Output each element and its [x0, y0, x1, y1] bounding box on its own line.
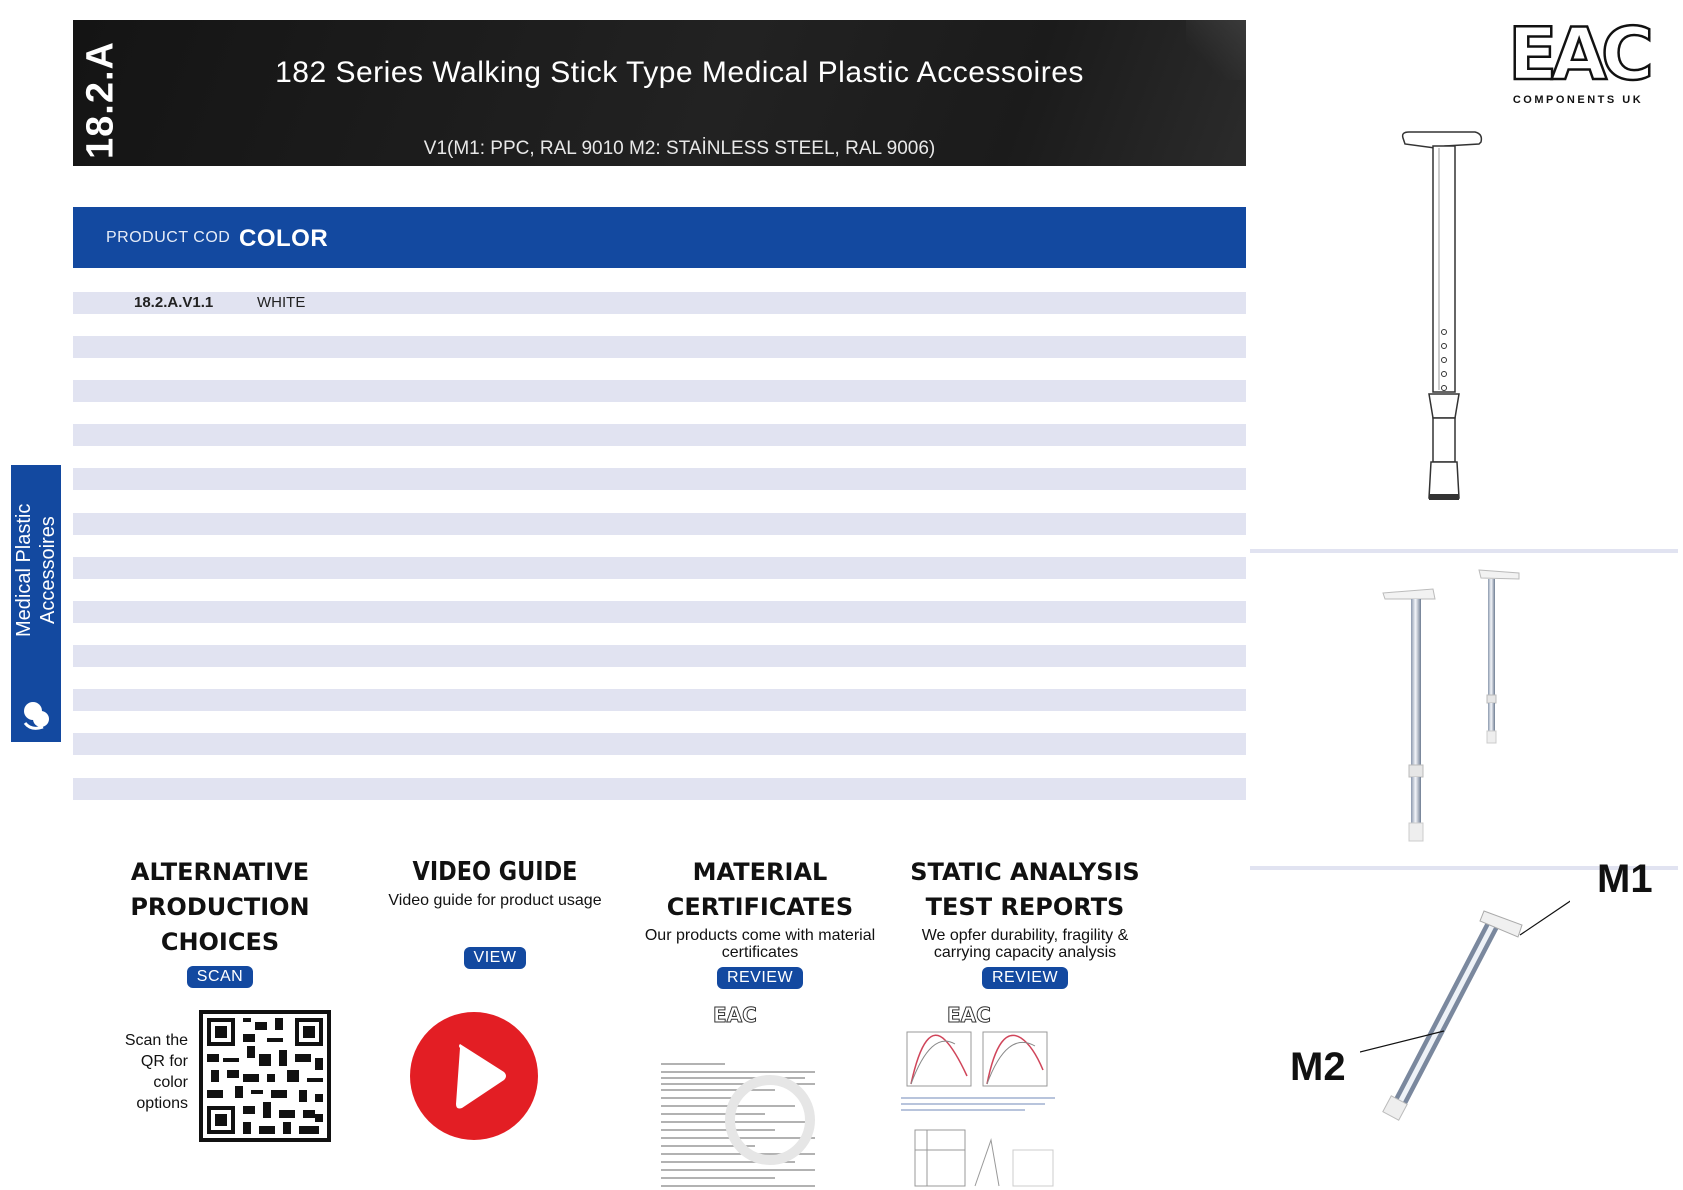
- product-render-pair: [1375, 565, 1545, 847]
- test-report-thumbnail[interactable]: [895, 1000, 1065, 1190]
- feature-desc: Our products come with material certificates: [644, 927, 876, 961]
- table-row-empty: [73, 557, 1246, 579]
- review-certificates-button[interactable]: REVIEW: [717, 967, 803, 989]
- callout-m2: M2: [1290, 1045, 1346, 1089]
- svg-text:EAC: EAC: [713, 1003, 757, 1027]
- scan-note: Scan the QR for color options: [124, 1032, 188, 1112]
- table-row-empty: [73, 601, 1246, 623]
- row-color: WHITE: [257, 294, 306, 311]
- category-label: Medical Plastic Accessoires: [13, 503, 59, 637]
- callout-line-m1: [1520, 895, 1570, 935]
- banner-sheen: [1186, 20, 1246, 80]
- page-title: 182 Series Walking Stick Type Medical Plastic Accessoires: [275, 56, 1084, 89]
- review-reports-button[interactable]: REVIEW: [982, 967, 1068, 989]
- row-code: 18.2.A.V1.1: [134, 294, 214, 311]
- feature-title: STATIC ANALYSIS TEST REPORTS: [910, 858, 1140, 921]
- feature-material-certificates: [640, 855, 880, 989]
- table-row-empty: [73, 336, 1246, 358]
- table-row-empty: [73, 733, 1246, 755]
- page-subtitle: V1(M1: PPC, RAL 9010 M2: STAİNLESS STEEL, RAL 9006): [423, 138, 936, 159]
- logo-tagline: COMPONENTS UK: [1512, 94, 1644, 106]
- feature-static-analysis: [895, 855, 1155, 989]
- view-button[interactable]: VIEW: [464, 947, 527, 969]
- brand-logo: [1497, 12, 1659, 106]
- title-banner: [73, 20, 1246, 166]
- scan-button[interactable]: SCAN: [187, 966, 253, 988]
- technical-drawing-stick: [1395, 128, 1485, 503]
- product-render-angled: [1360, 895, 1570, 1125]
- svg-text:EAC: EAC: [947, 1003, 991, 1027]
- table-row-empty: [73, 380, 1246, 402]
- column-header-code: PRODUCT COD: [106, 229, 231, 246]
- feature-title: VIDEO GUIDE: [412, 857, 578, 887]
- table-row-empty: [73, 424, 1246, 446]
- qr-code-icon[interactable]: [199, 1010, 331, 1142]
- feature-video-guide: [385, 855, 605, 969]
- certificate-document-thumbnail[interactable]: [655, 1000, 825, 1190]
- table-row-empty: [73, 778, 1246, 800]
- table-row-empty: [73, 645, 1246, 667]
- product-code-vertical: 18.2.A: [79, 41, 122, 159]
- logo-mark: EAC: [1508, 12, 1648, 96]
- table-row-empty: [73, 468, 1246, 490]
- column-header-color: COLOR: [239, 225, 329, 252]
- feature-alternative-choices: [105, 855, 335, 988]
- drops-icon: [21, 697, 51, 731]
- table-row-empty: [73, 513, 1246, 535]
- category-side-tab: [11, 465, 61, 742]
- feature-title: ALTERNATIVE PRODUCTION CHOICES: [130, 858, 310, 956]
- section-divider: [1250, 549, 1678, 553]
- feature-title: MATERIAL CERTIFICATES: [666, 858, 854, 921]
- table-row: [73, 292, 1246, 314]
- feature-desc: Video guide for product usage: [388, 892, 602, 909]
- feature-desc: We opfer durability, fragility & carrying capacity analysis: [921, 927, 1129, 961]
- table-header: [73, 207, 1246, 268]
- callout-m1: M1: [1597, 857, 1653, 901]
- table-row-empty: [73, 689, 1246, 711]
- play-icon[interactable]: [408, 1010, 540, 1142]
